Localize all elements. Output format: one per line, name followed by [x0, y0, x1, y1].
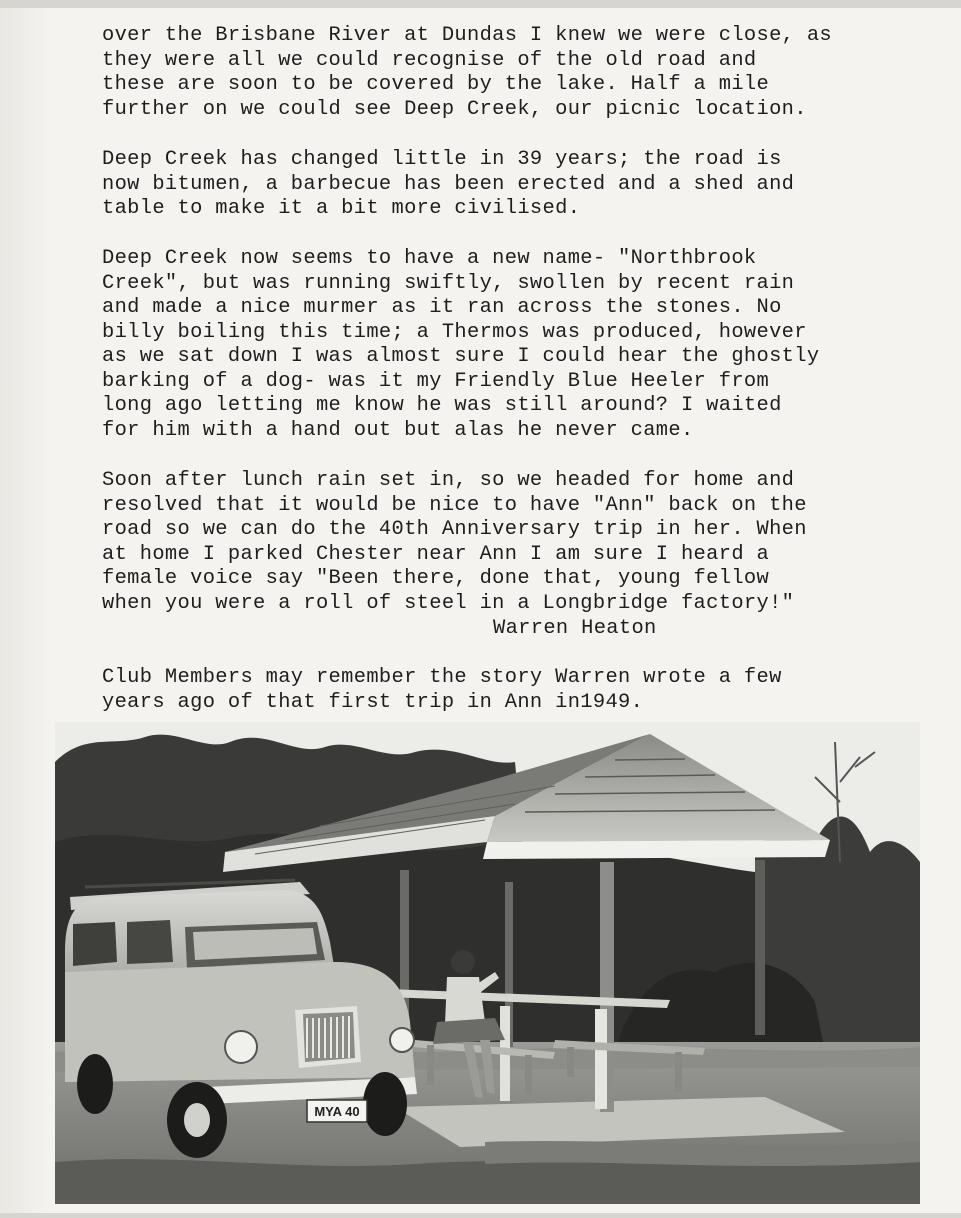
- paragraph-3: Deep Creek now seems to have a new name- "Northbrook Creek", but was running swiftly, swollen by recent rain and made a nice murmer as it ran across the stones. No billy boiling this time; a Thermos was produced, however as we sat down I was almost sure I could hear the ghostly barking of a dog- was it my Friendly Blue Heeler from long ago letting me know he was still around? I waited for him with a hand out but alas he never came.: [102, 247, 820, 442]
- club-note: Club Members may remember the story Warren wrote a few years ago of that first trip in Ann in1949.: [102, 666, 782, 714]
- paragraph-1: over the Brisbane River at Dundas I knew we were close, as they were all we could recognise of the old road and these are soon to be covered by the lake. Half a mile further on we could see Deep Creek, our picnic location.: [102, 24, 833, 121]
- author-signature: Warren Heaton: [493, 617, 657, 640]
- number-plate: MYA 40: [314, 1104, 360, 1119]
- paragraph-4: Soon after lunch rain set in, so we headed for home and resolved that it would be nice to have "Ann" back on the road so we can do the 40th Anniversary trip in her. When at home I parked Chester near Ann I am sure I heard a female voice say "Been there, done that, young fellow when you were a roll of steel in a Longbridge factory!": [102, 469, 807, 615]
- photo-car-at-picnic-shelter: [55, 722, 920, 1204]
- paragraph-2: Deep Creek has changed little in 39 years; the road is now bitumen, a barbecue has been erected and a shed and table to make it a bit more civilised.: [102, 148, 795, 220]
- page-spine-shadow: [0, 8, 52, 1213]
